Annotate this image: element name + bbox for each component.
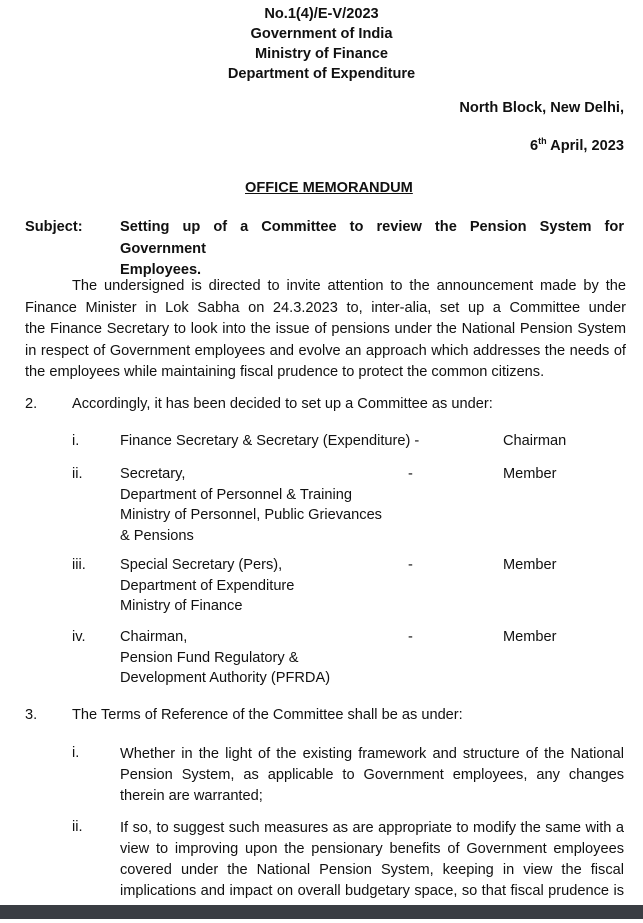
term-line: If so, to suggest such measures as are appropriate to modify the same with a [120,820,624,836]
para2-number: 2. [25,396,38,412]
date-suffix: th [538,136,547,147]
member-line: Department of Expenditure [120,577,295,594]
committee-role: Member [503,629,557,645]
ministry-name: Ministry of Finance [255,46,388,62]
member-line: Pension Fund Regulatory & [120,649,299,666]
committee-member-text [120,627,330,689]
member-line: Finance Secretary & Secretary (Expenditure) - [120,433,420,449]
reference-number: No.1(4)/E-V/2023 [264,6,379,22]
date-day: 6 [530,138,539,154]
member-line: Secretary, [120,466,186,482]
committee-member-text [120,555,294,617]
subject-line: Setting up of a Committee to review the Pension System for Government [120,219,624,257]
committee-item-number: iii. [72,557,86,573]
committee-dash: - [408,557,413,573]
paragraph-line: the employees while maintaining fiscal prudence to protect the common citizens. [25,364,545,380]
member-line: Ministry of Finance [120,598,243,614]
term-line: Pension System, as applicable to Government employees, any changes [120,767,624,783]
memo-title: OFFICE MEMORANDUM [245,180,413,196]
department-name: Department of Expenditure [227,66,416,82]
government-name: Government of India [250,26,393,42]
member-line: Department of Personnel & Training [120,486,353,503]
member-line: & Pensions [120,527,194,544]
term-line: implications and impact on overall budgetary space, so that fiscal prudence is [120,883,624,899]
committee-item-number: iv. [72,629,86,645]
para2-text: Accordingly, it has been decided to set up a Committee as under: [72,396,493,412]
viewer-bottom-bar [0,905,643,919]
paragraph-line: Finance Minister in Lok Sabha on 24.3.2023 to, inter-alia, set up a Committee under [25,299,626,316]
paragraph-line: in respect of Government employees and evolve an approach which addresses the needs of [25,342,626,359]
committee-item-number: ii. [72,466,83,482]
paragraph-1 [25,276,626,384]
committee-role: Chairman [503,433,567,449]
term-line: view to improving upon the pensionary benefits of Government employees [120,841,624,857]
committee-role: Member [503,466,557,482]
subject-line: Employees. [120,262,202,278]
subject-label: Subject: [25,219,83,235]
committee-role: Member [503,557,557,573]
term-text [120,744,624,807]
term-line: therein are warranted; [120,788,263,804]
member-line: Ministry of Personnel, Public Grievances [120,507,382,523]
term-number: ii. [72,819,83,835]
term-line: Whether in the light of the existing framework and structure of the National [120,746,624,762]
paragraph-line: the Finance Secretary to look into the issue of pensions under the National Pension System [25,321,626,337]
committee-member-text [120,464,382,546]
member-line: Special Secretary (Pers), [120,557,283,573]
committee-dash: - [408,466,413,482]
date-rest: April, 2023 [546,138,624,154]
committee-dash: - [408,629,413,645]
term-number: i. [72,745,80,761]
committee-member-text [120,431,419,452]
para3-number: 3. [25,707,38,723]
committee-item-number: i. [72,433,80,449]
place-line: North Block, New Delhi, [459,100,624,116]
header-block [0,4,643,84]
member-line: Chairman, [120,629,188,645]
subject-text [120,217,624,282]
term-line: covered under the National Pension System, keeping in view the fiscal [120,862,624,878]
paragraph-line: The undersigned is directed to invite attention to the announcement made by the [72,278,626,294]
date-line [530,138,624,154]
member-line: Development Authority (PFRDA) [120,670,331,686]
para3-text: The Terms of Reference of the Committee shall be as under: [72,707,463,723]
